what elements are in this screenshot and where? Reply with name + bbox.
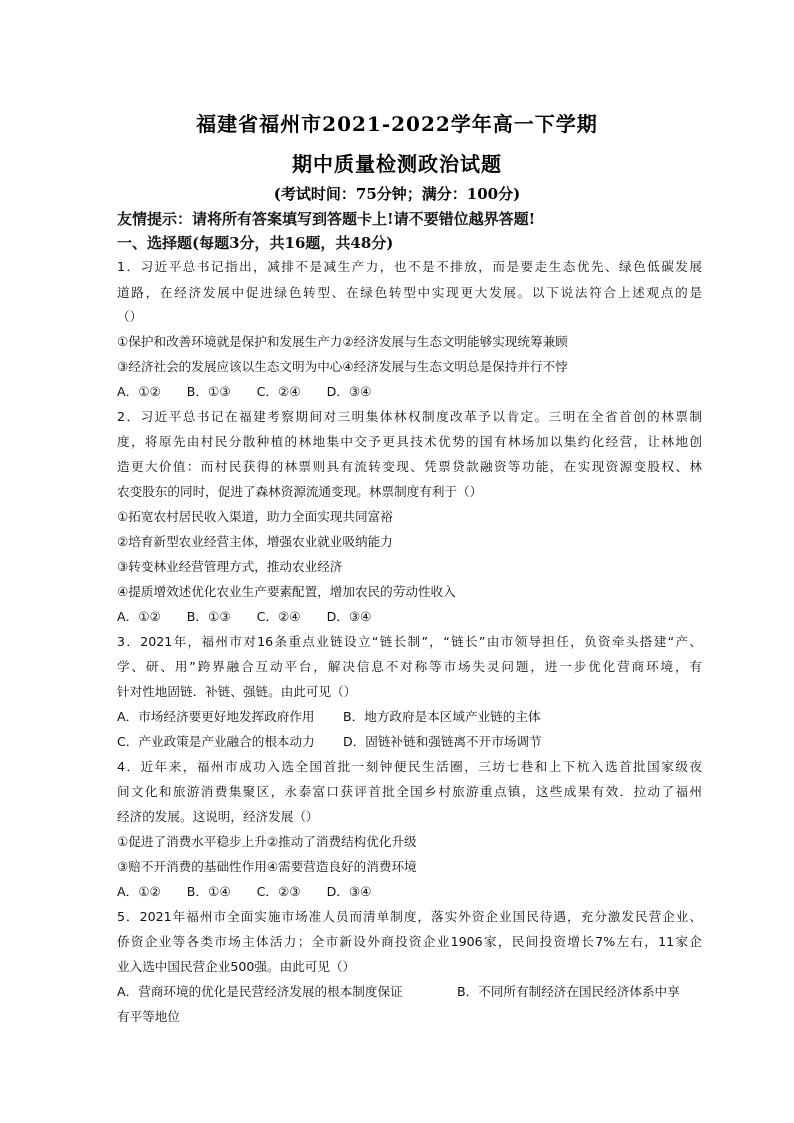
q4-stem-line3: 经济的发展。这说明，经济发展（）: [117, 809, 319, 824]
q4-item-1: ①促进了消费水平稳步上升②推动了消费结构优化升级: [117, 834, 417, 849]
q1-option-d: D．③④: [326, 384, 372, 399]
q3-option-c: C．产业政策是产业融合的根本动力: [117, 734, 315, 749]
section-heading: 一、选择题(每题3分，共16题，共48分): [117, 234, 394, 252]
q3-option-b: B．地方政府是本区域产业链的主体: [343, 709, 541, 724]
q2-stem-line2: 度，将原先由村民分散种植的林地集中交予更具技术优势的国有林场加以集约化经营，让林地创: [117, 434, 702, 449]
q2-item-3: ③转变林业经营管理方式，推动农业经济: [117, 559, 343, 574]
q4-options: [117, 883, 702, 901]
q3-stem-line1: 3．2021年，福州市对16条重点业链设立“链长制”，“链长”由市领导担任，负资牵头搭建“产、: [117, 634, 702, 649]
exam-title-line1: 福建省福州市2021-2022学年高一下学期: [196, 112, 598, 136]
q2-item-4: ④提质增效述优化农业生产要素配置，增加农民的劳动性收入: [117, 584, 456, 599]
q2-stem-line3: 造更大价值：而村民获得的林票则具有流转变现、凭票贷款融资等功能，在实现资源变股权、林: [117, 459, 702, 474]
q5-option-b-continued: 有平等地位: [117, 1009, 180, 1024]
q4-stem-line1: 4．近年来，福州市成功入选全国首批一刻钟便民生活圈，三坊七巷和上下杭入选首批国家级夜: [117, 759, 702, 774]
exam-info: (考试时间：75分钟；满分：100分): [273, 185, 521, 203]
q4-option-d: D．③④: [326, 884, 372, 899]
q3-option-d: D．固链补链和强链离不开市场调节: [343, 734, 542, 749]
q3-option-a: A．市场经济要更好地发挥政府作用: [117, 709, 315, 724]
q4-option-c: C．②③: [256, 884, 301, 899]
q1-option-b: B．①③: [186, 384, 231, 399]
q4-item-2: ③赔不开消费的基础性作用④需要营造良好的消费环境: [117, 859, 417, 874]
q4-option-b: B．①④: [186, 884, 231, 899]
q2-stem-line4: 农变股东的同时，促进了森林资源流通变现。林票制度有利于（）: [117, 484, 483, 499]
q2-options: [117, 608, 702, 626]
q4-stem-line2: 间文化和旅游消费集聚区，永泰富口获评首批全国乡村旅游重点镇，这些成果有效．拉动了福州: [117, 784, 702, 799]
q1-item-2: ③经济社会的发展应该以生态文明为中心④经济发展与生态文明总是保持并行不悖: [117, 359, 568, 374]
q1-options: [117, 383, 702, 401]
q1-stem-line1: 1．习近平总书记指出，减排不是减生产力，也不是不排放，而是要走生态优先、绿色低碳发展: [117, 259, 702, 274]
q1-item-1: ①保护和改善环境就是保护和发展生产力②经济发展与生态文明能够实现统筹兼顾: [117, 334, 568, 349]
q2-option-d: D．③④: [326, 609, 372, 624]
exam-title-line2: 期中质量检测政治试题: [292, 152, 502, 176]
q4-option-a: A．①②: [117, 884, 161, 899]
q1-stem-line2: 道路，在经济发展中促进绿色转型、在绿色转型中实现更大发展。以下说法符合上述观点的是: [117, 285, 702, 300]
q3-options-row2: [117, 733, 702, 751]
q3-stem-line3: 针对性地固链．补链、强链。由此可见（）: [117, 684, 357, 699]
q1-option-a: A．①②: [117, 384, 161, 399]
q1-stem-line3: （）: [117, 309, 143, 324]
q1-option-c: C．②④: [256, 384, 301, 399]
q2-item-2: ②培育新型农业经营主体，增强农业就业吸纳能力: [117, 534, 393, 549]
q5-option-b: B．不同所有制经济在国民经济体系中享: [457, 984, 680, 999]
q2-option-b: B．①③: [186, 609, 231, 624]
q5-stem-line3: 业入选中国民营企业500强。由此可见（）: [117, 959, 356, 974]
q2-option-c: C．②④: [256, 609, 301, 624]
q5-stem-line1: 5．2021年福州市全面实施市场准人员而清单制度，落实外资企业国民待遇，充分激发民营企业、: [117, 909, 702, 924]
q2-item-1: ①拓宽农村居民收入渠道，助力全面实现共同富裕: [117, 509, 393, 524]
q2-option-a: A．①②: [117, 609, 161, 624]
q5-option-a: A．营商环境的优化是民营经济发展的根本制度保证: [117, 984, 403, 999]
q5-stem-line2: 侨资企业等各类市场主体活力；全市新设外商投资企业1906家，民间投资增长7%左右，11家企: [117, 934, 702, 949]
q3-stem-line2: 学、研、用”跨界融合互动平台，解决信息不对称等市场失灵问题，进一步优化营商环境，有: [117, 659, 702, 674]
q5-options-row1: [117, 983, 702, 1001]
friendly-hint: 友情提示：请将所有答案填写到答题卡上!请不要错位越界答题!: [117, 210, 536, 228]
q3-options-row1: [117, 708, 702, 726]
q2-stem-line1: 2．习近平总书记在福建考察期间对三明集体林权制度改革予以肯定。三明在全省首创的林票制: [117, 409, 702, 424]
